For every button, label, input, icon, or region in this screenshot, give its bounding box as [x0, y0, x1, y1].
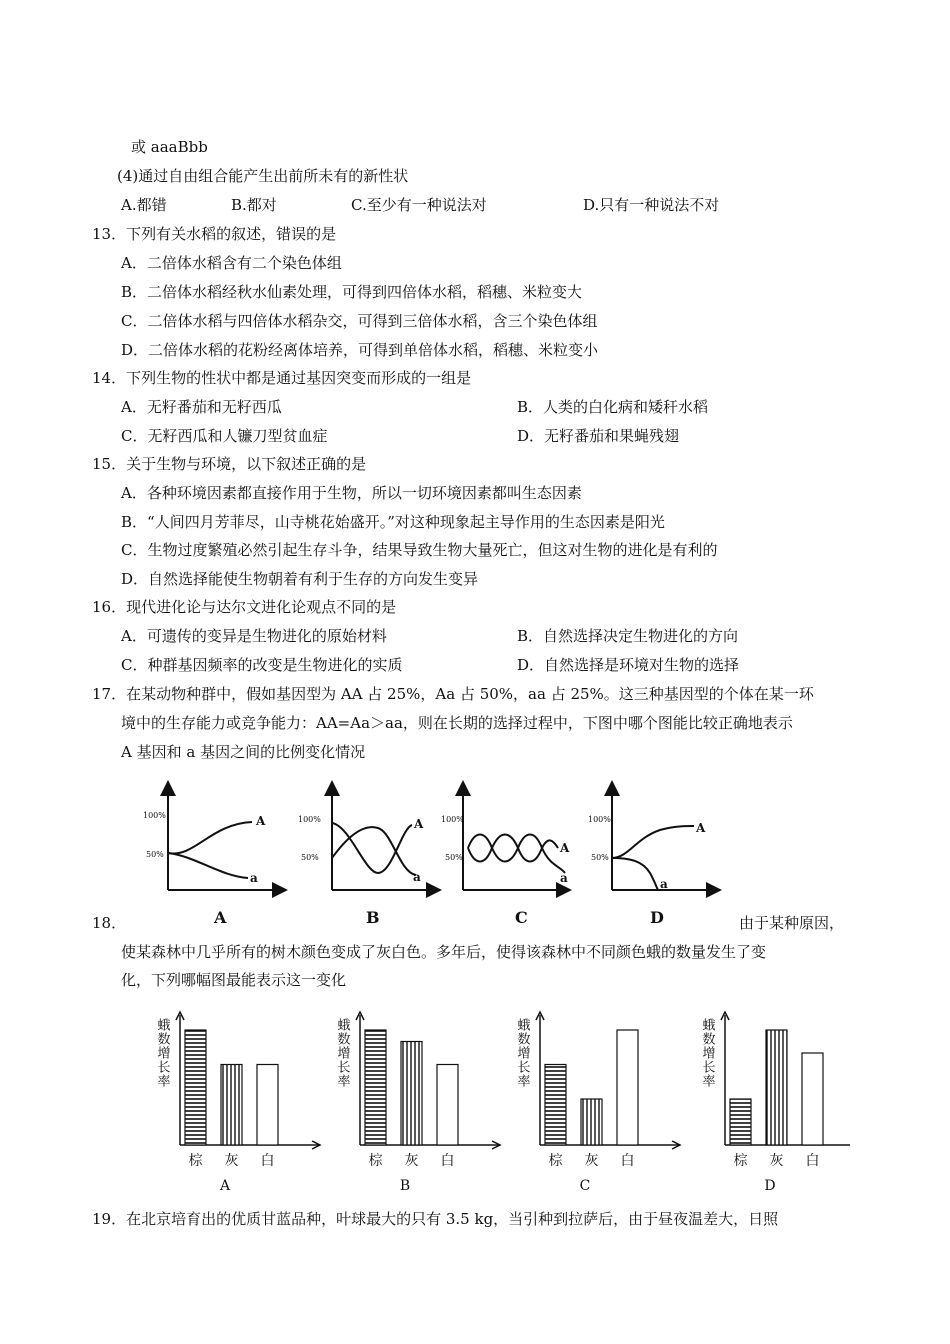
text-line: 使某森林中几乎所有的树木颜色变成了灰白色。多年后，使得该森林中不同颜色蛾的数量发生了变	[121, 943, 767, 961]
x-tick-label: 白	[440, 1153, 455, 1169]
x-tick-label: 棕	[368, 1153, 383, 1169]
bar	[730, 1099, 751, 1145]
bar	[545, 1065, 566, 1146]
option-a: A.都错	[121, 196, 167, 214]
curve-label: a	[560, 871, 568, 885]
question-17: 17．在某动物种群中，假如基因型为 AA 占 25%，Aa 占 50%，aa 占 25%。这三种基因型的个体在某一环	[92, 685, 814, 703]
figure-17-curves	[120, 778, 750, 930]
x-tick-label: 灰	[224, 1153, 239, 1169]
option-d: D.只有一种说法不对	[583, 196, 720, 214]
option-b: B．二倍体水稻经秋水仙素处理，可得到四倍体水稻，稻穗、米粒变大	[121, 283, 583, 301]
bar	[257, 1065, 278, 1146]
question-16: 16．现代进化论与达尔文进化论观点不同的是	[92, 598, 397, 616]
curve-label: a	[413, 870, 421, 884]
bar	[365, 1030, 386, 1145]
question-18: 由于某种原因，	[739, 914, 845, 932]
y-tick-label: 100%	[441, 815, 464, 824]
x-tick-label: 棕	[733, 1153, 748, 1169]
y-tick-label: 100%	[143, 811, 166, 820]
x-tick-label: 白	[260, 1153, 275, 1169]
text-line: 或 aaaBbb	[131, 138, 208, 156]
option-a: A．可遗传的变异是生物进化的原始材料	[121, 627, 387, 645]
curve-label: A	[560, 841, 570, 855]
y-axis-label: 蛾数增长率	[334, 1018, 350, 1088]
option-d: D．自然选择是环境对生物的选择	[517, 656, 740, 674]
x-tick-label: 灰	[584, 1153, 599, 1169]
bar	[617, 1030, 638, 1145]
option-d: D．二倍体水稻的花粉经离体培养，可得到单倍体水稻，稻穗、米粒变小	[121, 341, 599, 359]
curve-label: A	[414, 817, 424, 831]
question-14: 14．下列生物的性状中都是通过基因突变而形成的一组是	[92, 369, 472, 387]
bar	[221, 1065, 242, 1146]
panel-label: C	[579, 1178, 591, 1194]
x-tick-label: 灰	[404, 1153, 419, 1169]
option-b: B．“人间四月芳菲尽，山寺桃花始盛开。”对这种现象起主导作用的生态因素是阳光	[121, 513, 665, 531]
option-c: C．生物过度繁殖必然引起生存斗争，结果导致生物大量死亡，但这对生物的进化是有利的	[121, 541, 718, 559]
panel-label: D	[764, 1178, 776, 1194]
text-line: 境中的生存能力或竞争能力：AA=Aa＞aa，则在长期的选择过程中，下图中哪个图能比较正确地表示	[121, 714, 793, 732]
panel-label: A	[214, 908, 227, 927]
x-tick-label: 棕	[188, 1153, 203, 1169]
y-tick-label: 50%	[445, 853, 463, 862]
curve-label: a	[250, 871, 258, 885]
option-c: C.至少有一种说法对	[351, 196, 487, 214]
question-19: 19．在北京培育出的优质甘蓝品种，叶球最大的只有 3.5 kg，当引种到拉萨后，由于昼夜温差大，日照	[92, 1210, 779, 1228]
figure-18-bar-charts	[130, 1010, 850, 1195]
text-line: 化，下列哪幅图最能表示这一变化	[121, 971, 347, 989]
option-c: C．种群基因频率的改变是生物进化的实质	[121, 656, 403, 674]
panel-label: D	[650, 908, 664, 927]
bar	[766, 1030, 787, 1145]
curve-label: A	[256, 814, 266, 828]
panel-label: A	[219, 1178, 231, 1194]
option-b: B．人类的白化病和矮秆水稻	[517, 398, 709, 416]
y-axis-label: 蛾数增长率	[154, 1018, 170, 1088]
option-b: B．自然选择决定生物进化的方向	[517, 627, 739, 645]
panel-label: B	[399, 1178, 411, 1194]
y-tick-label: 50%	[591, 853, 609, 862]
option-c: C．二倍体水稻与四倍体水稻杂交，可得到三倍体水稻，含三个染色体组	[121, 312, 598, 330]
panel-label: C	[515, 908, 528, 927]
y-tick-label: 50%	[146, 850, 164, 859]
bar	[185, 1030, 206, 1145]
option-a: A．无籽番茄和无籽西瓜	[121, 398, 282, 416]
panel-label: B	[366, 908, 380, 927]
x-tick-label: 白	[620, 1153, 635, 1169]
text-line: (4)通过自由组合能产生出前所未有的新性状	[117, 167, 409, 185]
bar	[437, 1065, 458, 1146]
option-a: A．二倍体水稻含有二个染色体组	[121, 254, 342, 272]
text-line: A 基因和 a 基因之间的比例变化情况	[121, 743, 366, 761]
bar	[581, 1099, 602, 1145]
option-a: A．各种环境因素都直接作用于生物，所以一切环境因素都叫生态因素	[121, 484, 582, 502]
y-axis-label: 蛾数增长率	[699, 1018, 715, 1088]
option-d: D．无籽番茄和果蝇残翅	[517, 427, 680, 445]
curve-label: A	[696, 821, 706, 835]
option-d: D．自然选择能使生物朝着有利于生存的方向发生变异	[121, 570, 479, 588]
bar	[802, 1053, 823, 1145]
question-18-number: 18．	[92, 914, 127, 932]
y-axis-label: 蛾数增长率	[514, 1018, 530, 1088]
x-tick-label: 棕	[548, 1153, 563, 1169]
question-15: 15．关于生物与环境，以下叙述正确的是	[92, 455, 367, 473]
y-tick-label: 50%	[301, 853, 319, 862]
curve-label: a	[660, 877, 668, 891]
y-tick-label: 100%	[588, 815, 611, 824]
x-tick-label: 灰	[769, 1153, 784, 1169]
x-tick-label: 白	[805, 1153, 820, 1169]
bar	[401, 1042, 422, 1146]
option-b: B.都对	[231, 196, 277, 214]
option-c: C．无籽西瓜和人镰刀型贫血症	[121, 427, 328, 445]
y-tick-label: 100%	[298, 815, 321, 824]
question-13: 13．下列有关水稻的叙述，错误的是	[92, 225, 337, 243]
